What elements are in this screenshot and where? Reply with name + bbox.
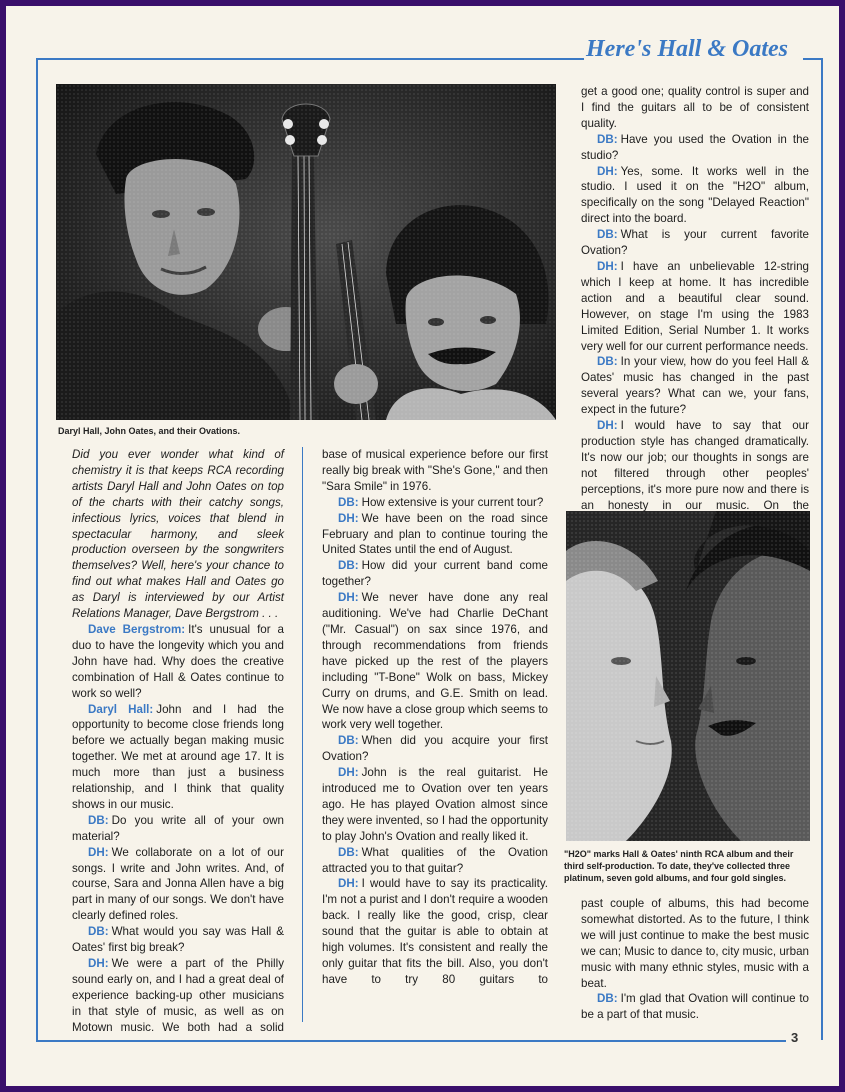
answer-text: We collaborate on a lot of our songs. I write and John writes. And, of course, Sara and Jonna Allen have a big part in many of our songs. We don't have clearly defined roles. [72, 845, 284, 923]
speaker-label: DB: [597, 132, 618, 146]
question-paragraph [322, 845, 548, 877]
speaker-label: DH: [338, 511, 359, 525]
question-paragraph [322, 733, 548, 765]
closing-text: I'm glad that Ovation will continue to be a part of that music. [581, 992, 809, 1022]
question-paragraph [322, 558, 548, 590]
speaker-label: DB: [88, 813, 109, 827]
frame-line-top [36, 58, 584, 60]
answer-paragraph [322, 590, 548, 733]
question-paragraph [72, 924, 284, 956]
question-paragraph [581, 227, 809, 259]
answer-paragraph [322, 876, 548, 987]
question-text: How did your current band come together? [322, 559, 548, 589]
article-column-1 [72, 447, 284, 1036]
question-text: What would you say was Hall & Oates' first big break? [72, 925, 284, 955]
answer-text: I have an unbelievable 12-string which I keep at home. It has incredible action and a beautiful clear sound. However, on stage I'm using the 1983 Limited Edition, Serial Number 1. It works very well for our current performance needs. [581, 259, 809, 353]
question-text: What is your current favorite Ovation? [581, 228, 809, 258]
question-text: How extensive is your current tour? [361, 495, 544, 509]
question-text: Have you used the Ovation in the studio? [581, 132, 809, 162]
article-intro: Did you ever wonder what kind of chemistry it is that keeps RCA recording artists Daryl Hall and John Oates on top of the charts with their catchy songs, infectious lyrics, voices that blend in spectacular harmony, and sleek production overseen by the songwriters themselves? Well, here's your chance to find out what makes Hall and Oates go as Daryl is interviewed by our Artist Relations Manager, Dave Bergstrom . . . [72, 448, 284, 621]
speaker-label: DH: [597, 164, 618, 178]
speaker-label: DH: [338, 877, 359, 891]
answer-continuation: get a good one; quality control is super and I find the guitars all to be of consistent quality. [581, 85, 809, 130]
album-photo-caption: "H2O" marks Hall & Oates' ninth RCA album and their third self-production. To date, they've collected three platinum, seven gold albums, and four gold singles. [564, 849, 794, 883]
article-column-2 [322, 447, 548, 988]
speaker-label: DH: [338, 591, 359, 605]
answer-text: We have been on the road since February and plan to continue touring the United States until the end of August. [322, 511, 548, 557]
speaker-label: DH: [597, 419, 618, 433]
page-title: Here's Hall & Oates [586, 36, 788, 62]
speaker-label: Daryl Hall: [88, 702, 154, 716]
speaker-label: DB: [597, 355, 618, 369]
question-text: What qualities of the Ovation attracted you to that guitar? [322, 845, 548, 875]
answer-text: We never have done any real auditioning. We've had Charlie DeChant ("Mr. Casual") on sax since 1976, and through recommendations from friends have picked up the rest of the players including "T-Bone" Wolk on bass, Mickey Curry on drums, and G.E. Smith on lead. We now have a close group which seems to work very well together. [322, 591, 548, 732]
frame-line-bottom [36, 1040, 786, 1042]
question-text: Do you write all of your own material? [72, 813, 284, 843]
hall-oates-guitar-photo [56, 84, 556, 420]
answer-text: John is the real guitarist. He introduced me to Ovation over ten years ago. He has played Ovation almost since they were invented, so I had the opportunity to play John's Ovation and really liked it. [322, 766, 548, 843]
speaker-label: DB: [597, 992, 618, 1006]
answer-paragraph [581, 418, 809, 513]
top-photo-caption: Daryl Hall, John Oates, and their Ovations. [58, 426, 241, 436]
question-text: In your view, how do you feel Hall & Oates' music has changed in the past several years? What can we, your fans, expect in the future? [581, 355, 809, 417]
article-column-3-top [581, 84, 809, 513]
answer-text: John and I had the opportunity to become close friends long before we actually began making music together. We met at around age 17. It is much more than just a business relationship, and I think that quality shows in our music. [72, 702, 284, 811]
speaker-label: DB: [338, 559, 359, 573]
closing-paragraph [581, 991, 809, 1023]
h2o-album-photo [566, 511, 810, 841]
speaker-label: DH: [88, 957, 109, 970]
frame-line-left [36, 58, 38, 1040]
page-number: 3 [791, 1030, 799, 1045]
answer-paragraph [581, 164, 809, 228]
speaker-label: DH: [338, 766, 359, 780]
speaker-label: DB: [338, 734, 359, 748]
question-text: When did you acquire your first Ovation? [322, 734, 548, 764]
answer-paragraph [581, 259, 809, 354]
question-paragraph [322, 495, 548, 511]
answer-text: We were a part of the Philly sound early on, and I had a great deal of experience backing-up other musicians in that style of music, as well as on Motown music. We both had a solid [72, 957, 284, 1034]
answer-text: I would have to say that our production style has changed dramatically. It's now our job; our thoughts in songs are not filtered through other peoples' perceptions, it's more pure now and there is an honesty in our music. On the [581, 419, 809, 512]
answer-paragraph [72, 956, 284, 1036]
article-column-3-bottom [581, 896, 809, 1023]
frame-line-right [821, 58, 823, 1040]
speaker-label: DH: [597, 259, 618, 273]
answer-paragraph [72, 845, 284, 925]
magazine-page [6, 6, 839, 1086]
question-text: It's unusual for a duo to have the longevity which you and John have had. Why does the creative combination of Hall & Oates continue to work so well? [72, 622, 284, 700]
speaker-label: DB: [88, 925, 109, 939]
answer-paragraph [72, 702, 284, 813]
question-paragraph [72, 813, 284, 845]
speaker-label: Dave Bergstrom: [88, 622, 186, 636]
answer-text: Yes, some. It works well in the studio. I used it on the "H2O" album, specifically on the song "Delayed Reaction" direct into the board. [581, 164, 809, 226]
column-divider [302, 447, 303, 1022]
question-paragraph [72, 622, 284, 702]
answer-paragraph [322, 765, 548, 845]
speaker-label: DB: [338, 495, 359, 509]
answer-text: I would have to say its practicality. I'm not a purist and I don't require a wooden back. I really like the good, crisp, clear sound that the guitar is able to obtain at high volumes. It's consistent and really the only guitar that fits the bill. Also, you don't have to try 80 guitars to [322, 877, 548, 986]
question-paragraph [581, 132, 809, 164]
speaker-label: DH: [88, 845, 109, 859]
question-paragraph [581, 354, 809, 418]
speaker-label: DB: [597, 228, 618, 242]
answer-continuation: past couple of albums, this had become somewhat distorted. As to the future, I think we will just continue to make the best music we can; Music to dance to, city music, urban music with many ethnic styles, music with a beat. [581, 897, 809, 990]
answer-continuation: base of musical experience before our first really big break with "She's Gone," and then "Sara Smile" in 1976. [322, 448, 548, 493]
answer-paragraph [322, 511, 548, 559]
speaker-label: DB: [338, 845, 359, 859]
